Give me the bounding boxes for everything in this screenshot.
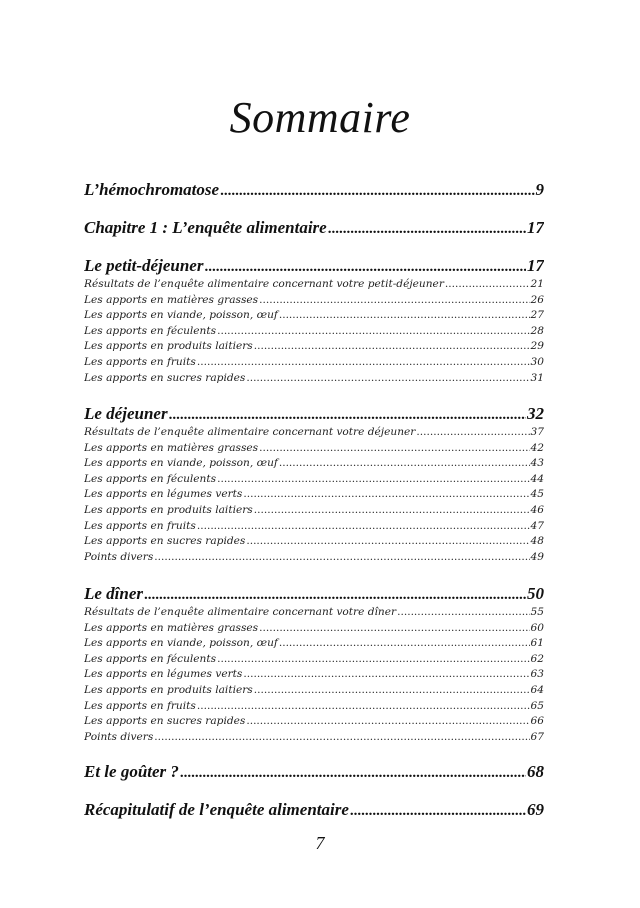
toc-subentry-label: Les apports en sucres rapides <box>84 715 246 728</box>
toc-entry-label: Le petit-déjeuner <box>84 256 204 275</box>
toc-subentry[interactable] <box>84 294 544 310</box>
toc-subentry[interactable] <box>84 473 544 489</box>
toc-entry-label: Le déjeuner <box>84 404 168 423</box>
toc-subentry-page: 65 <box>530 699 544 712</box>
toc-subentry-label: Les apports en produits laitiers <box>84 683 253 696</box>
toc-leader-dots <box>246 372 529 384</box>
toc-leader-dots <box>445 278 530 290</box>
toc-leader-dots <box>204 259 526 276</box>
toc-entry[interactable] <box>84 218 544 240</box>
toc-subentry[interactable] <box>84 700 544 716</box>
toc-subentry-page: 29 <box>530 340 544 353</box>
toc-entry[interactable] <box>84 800 544 822</box>
toc-entry-label: L’hémochromatose <box>84 180 220 199</box>
toc-subentry[interactable] <box>84 668 544 684</box>
toc-subentry[interactable] <box>84 637 544 653</box>
toc-subentry-label: Les apports en féculents <box>84 652 217 665</box>
toc-subentry-label: Points divers <box>84 730 154 743</box>
toc-entry[interactable] <box>84 404 544 426</box>
toc-entry[interactable] <box>84 762 544 784</box>
toc-entry[interactable] <box>84 180 544 202</box>
toc-entry[interactable] <box>84 256 544 278</box>
toc-entry-page: 69 <box>527 800 544 819</box>
toc-subentry-page: 66 <box>530 715 544 728</box>
toc-entry-page: 68 <box>527 762 544 781</box>
toc-subentry[interactable] <box>84 442 544 458</box>
toc-subentry-page: 27 <box>530 309 544 322</box>
toc-subentry-page: 64 <box>530 683 544 696</box>
toc-leader-dots <box>220 183 534 200</box>
toc-subentry-page: 48 <box>530 535 544 548</box>
toc-section-hemochromatose <box>84 180 544 202</box>
toc-subentry-label: Les apports en matières grasses <box>84 441 259 454</box>
toc-subentry[interactable] <box>84 606 544 622</box>
toc-subentry[interactable] <box>84 715 544 731</box>
toc-subentry-page: 67 <box>530 730 544 743</box>
toc-leader-dots <box>279 309 530 321</box>
toc-subentry-page: 46 <box>530 503 544 516</box>
toc-subentry-label: Les apports en sucres rapides <box>84 371 246 384</box>
toc-leader-dots <box>254 340 530 352</box>
toc-entry-label: Et le goûter ? <box>84 762 179 781</box>
toc-entry-page: 50 <box>527 584 544 603</box>
toc-section-gouter <box>84 762 544 784</box>
toc-subentry[interactable] <box>84 520 544 536</box>
toc-leader-dots <box>246 535 529 547</box>
toc-subentry-label: Les apports en légumes verts <box>84 488 243 501</box>
toc-subentry-page: 62 <box>530 652 544 665</box>
toc-subentry-page: 45 <box>530 488 544 501</box>
toc-leader-dots <box>217 653 529 665</box>
toc-subentry-label: Les apports en féculents <box>84 324 217 337</box>
toc-subentry[interactable] <box>84 535 544 551</box>
toc-subentry-page: 61 <box>530 637 544 650</box>
toc-leader-dots <box>154 551 529 563</box>
toc-subentry[interactable] <box>84 551 544 567</box>
toc-subentry-page: 49 <box>530 550 544 563</box>
toc-subentry[interactable] <box>84 325 544 341</box>
toc-leader-dots <box>328 221 526 238</box>
toc-subentry-label: Les apports en matières grasses <box>84 293 259 306</box>
toc-subentry[interactable] <box>84 504 544 520</box>
toc-entry-page: 17 <box>527 256 544 275</box>
toc-subentry[interactable] <box>84 356 544 372</box>
toc-subentry[interactable] <box>84 731 544 747</box>
toc-entry[interactable] <box>84 584 544 606</box>
toc-leader-dots <box>243 488 529 500</box>
toc-section-recapitulatif <box>84 800 544 822</box>
toc-leader-dots <box>197 700 530 712</box>
toc-subentry-label: Les apports en matières grasses <box>84 621 259 634</box>
toc-subentry-page: 55 <box>530 606 544 618</box>
toc-leader-dots <box>169 407 526 424</box>
toc-section-chapitre-1 <box>84 218 544 240</box>
toc-subentry-page: 42 <box>530 441 544 454</box>
toc-leader-dots <box>180 765 526 782</box>
toc-leader-dots <box>217 473 529 485</box>
toc-subentry-page: 43 <box>530 457 544 470</box>
toc-entry-label: Chapitre 1 : L’enquête alimentaire <box>84 218 327 237</box>
toc-leader-dots <box>154 731 529 743</box>
toc-section-petit-dejeuner <box>84 256 544 387</box>
toc-subentry-label: Résultats de l’enquête alimentaire concernant votre petit-déjeuner <box>84 278 444 290</box>
toc-leader-dots <box>254 684 530 696</box>
toc-subentry-page: 28 <box>530 324 544 337</box>
toc-subentry-label: Les apports en fruits <box>84 355 196 368</box>
toc-entry-page: 17 <box>527 218 544 237</box>
toc-leader-dots <box>197 520 530 532</box>
toc-leader-dots <box>217 325 529 337</box>
toc-subentry-page: 37 <box>530 426 544 438</box>
toc-subentry-page: 21 <box>530 278 544 290</box>
toc-entry-label: Le dîner <box>84 584 144 603</box>
toc-leader-dots <box>243 668 529 680</box>
toc-subentry-label: Les apports en produits laitiers <box>84 340 253 353</box>
toc-subentry[interactable] <box>84 340 544 356</box>
toc-subentry-page: 31 <box>530 371 544 384</box>
toc-leader-dots <box>416 426 529 438</box>
toc-leader-dots <box>350 803 526 820</box>
toc-subentry-page: 44 <box>530 472 544 485</box>
toc-leader-dots <box>259 442 529 454</box>
toc-subentry-label: Les apports en féculents <box>84 472 217 485</box>
toc-leader-dots <box>254 504 530 516</box>
toc-subentry-page: 60 <box>530 621 544 634</box>
toc-subentry-label: Les apports en sucres rapides <box>84 535 246 548</box>
page-number: 7 <box>315 833 325 853</box>
toc-leader-dots <box>397 606 529 618</box>
toc-leader-dots <box>144 587 526 604</box>
toc-subentry-label: Les apports en viande, poisson, œuf <box>84 457 278 470</box>
toc-subentry-label: Les apports en viande, poisson, œuf <box>84 309 278 322</box>
toc-subentry[interactable] <box>84 309 544 325</box>
toc-leader-dots <box>246 715 529 727</box>
toc-leader-dots <box>259 622 529 634</box>
toc-subentry[interactable] <box>84 426 544 442</box>
toc-entry-label: Récapitulatif de l’enquête alimentaire <box>84 800 349 819</box>
toc-subentry-page: 26 <box>530 293 544 306</box>
toc-subentry-label: Les apports en produits laitiers <box>84 503 253 516</box>
toc-subentry-label: Les apports en fruits <box>84 519 196 532</box>
page-title: Sommaire <box>229 93 411 142</box>
toc-leader-dots <box>259 294 529 306</box>
toc-leader-dots <box>279 457 530 469</box>
toc-section-dejeuner <box>84 404 544 566</box>
toc-subentry[interactable] <box>84 372 544 388</box>
toc-subentry[interactable] <box>84 457 544 473</box>
toc-subentry-label: Résultats de l’enquête alimentaire concernant votre déjeuner <box>84 426 416 438</box>
toc-subentry[interactable] <box>84 684 544 700</box>
toc-subentry-label: Les apports en viande, poisson, œuf <box>84 637 278 650</box>
toc-subentry-page: 30 <box>530 355 544 368</box>
toc-entry-page: 32 <box>527 404 544 423</box>
toc-subentry-page: 47 <box>530 519 544 532</box>
toc-subentry-label: Résultats de l’enquête alimentaire concernant votre dîner <box>84 606 397 618</box>
toc-subentry-label: Les apports en légumes verts <box>84 668 243 681</box>
toc-entry-page: 9 <box>535 180 544 199</box>
toc-leader-dots <box>197 356 530 368</box>
toc-subentry-label: Les apports en fruits <box>84 699 196 712</box>
toc-subentry[interactable] <box>84 488 544 504</box>
toc-subentry[interactable] <box>84 622 544 638</box>
toc-subentry[interactable] <box>84 653 544 669</box>
toc-subentry-label: Points divers <box>84 550 154 563</box>
toc-leader-dots <box>279 637 530 649</box>
toc-section-diner <box>84 584 544 746</box>
toc-subentry-page: 63 <box>530 668 544 681</box>
toc-subentry[interactable] <box>84 278 544 294</box>
